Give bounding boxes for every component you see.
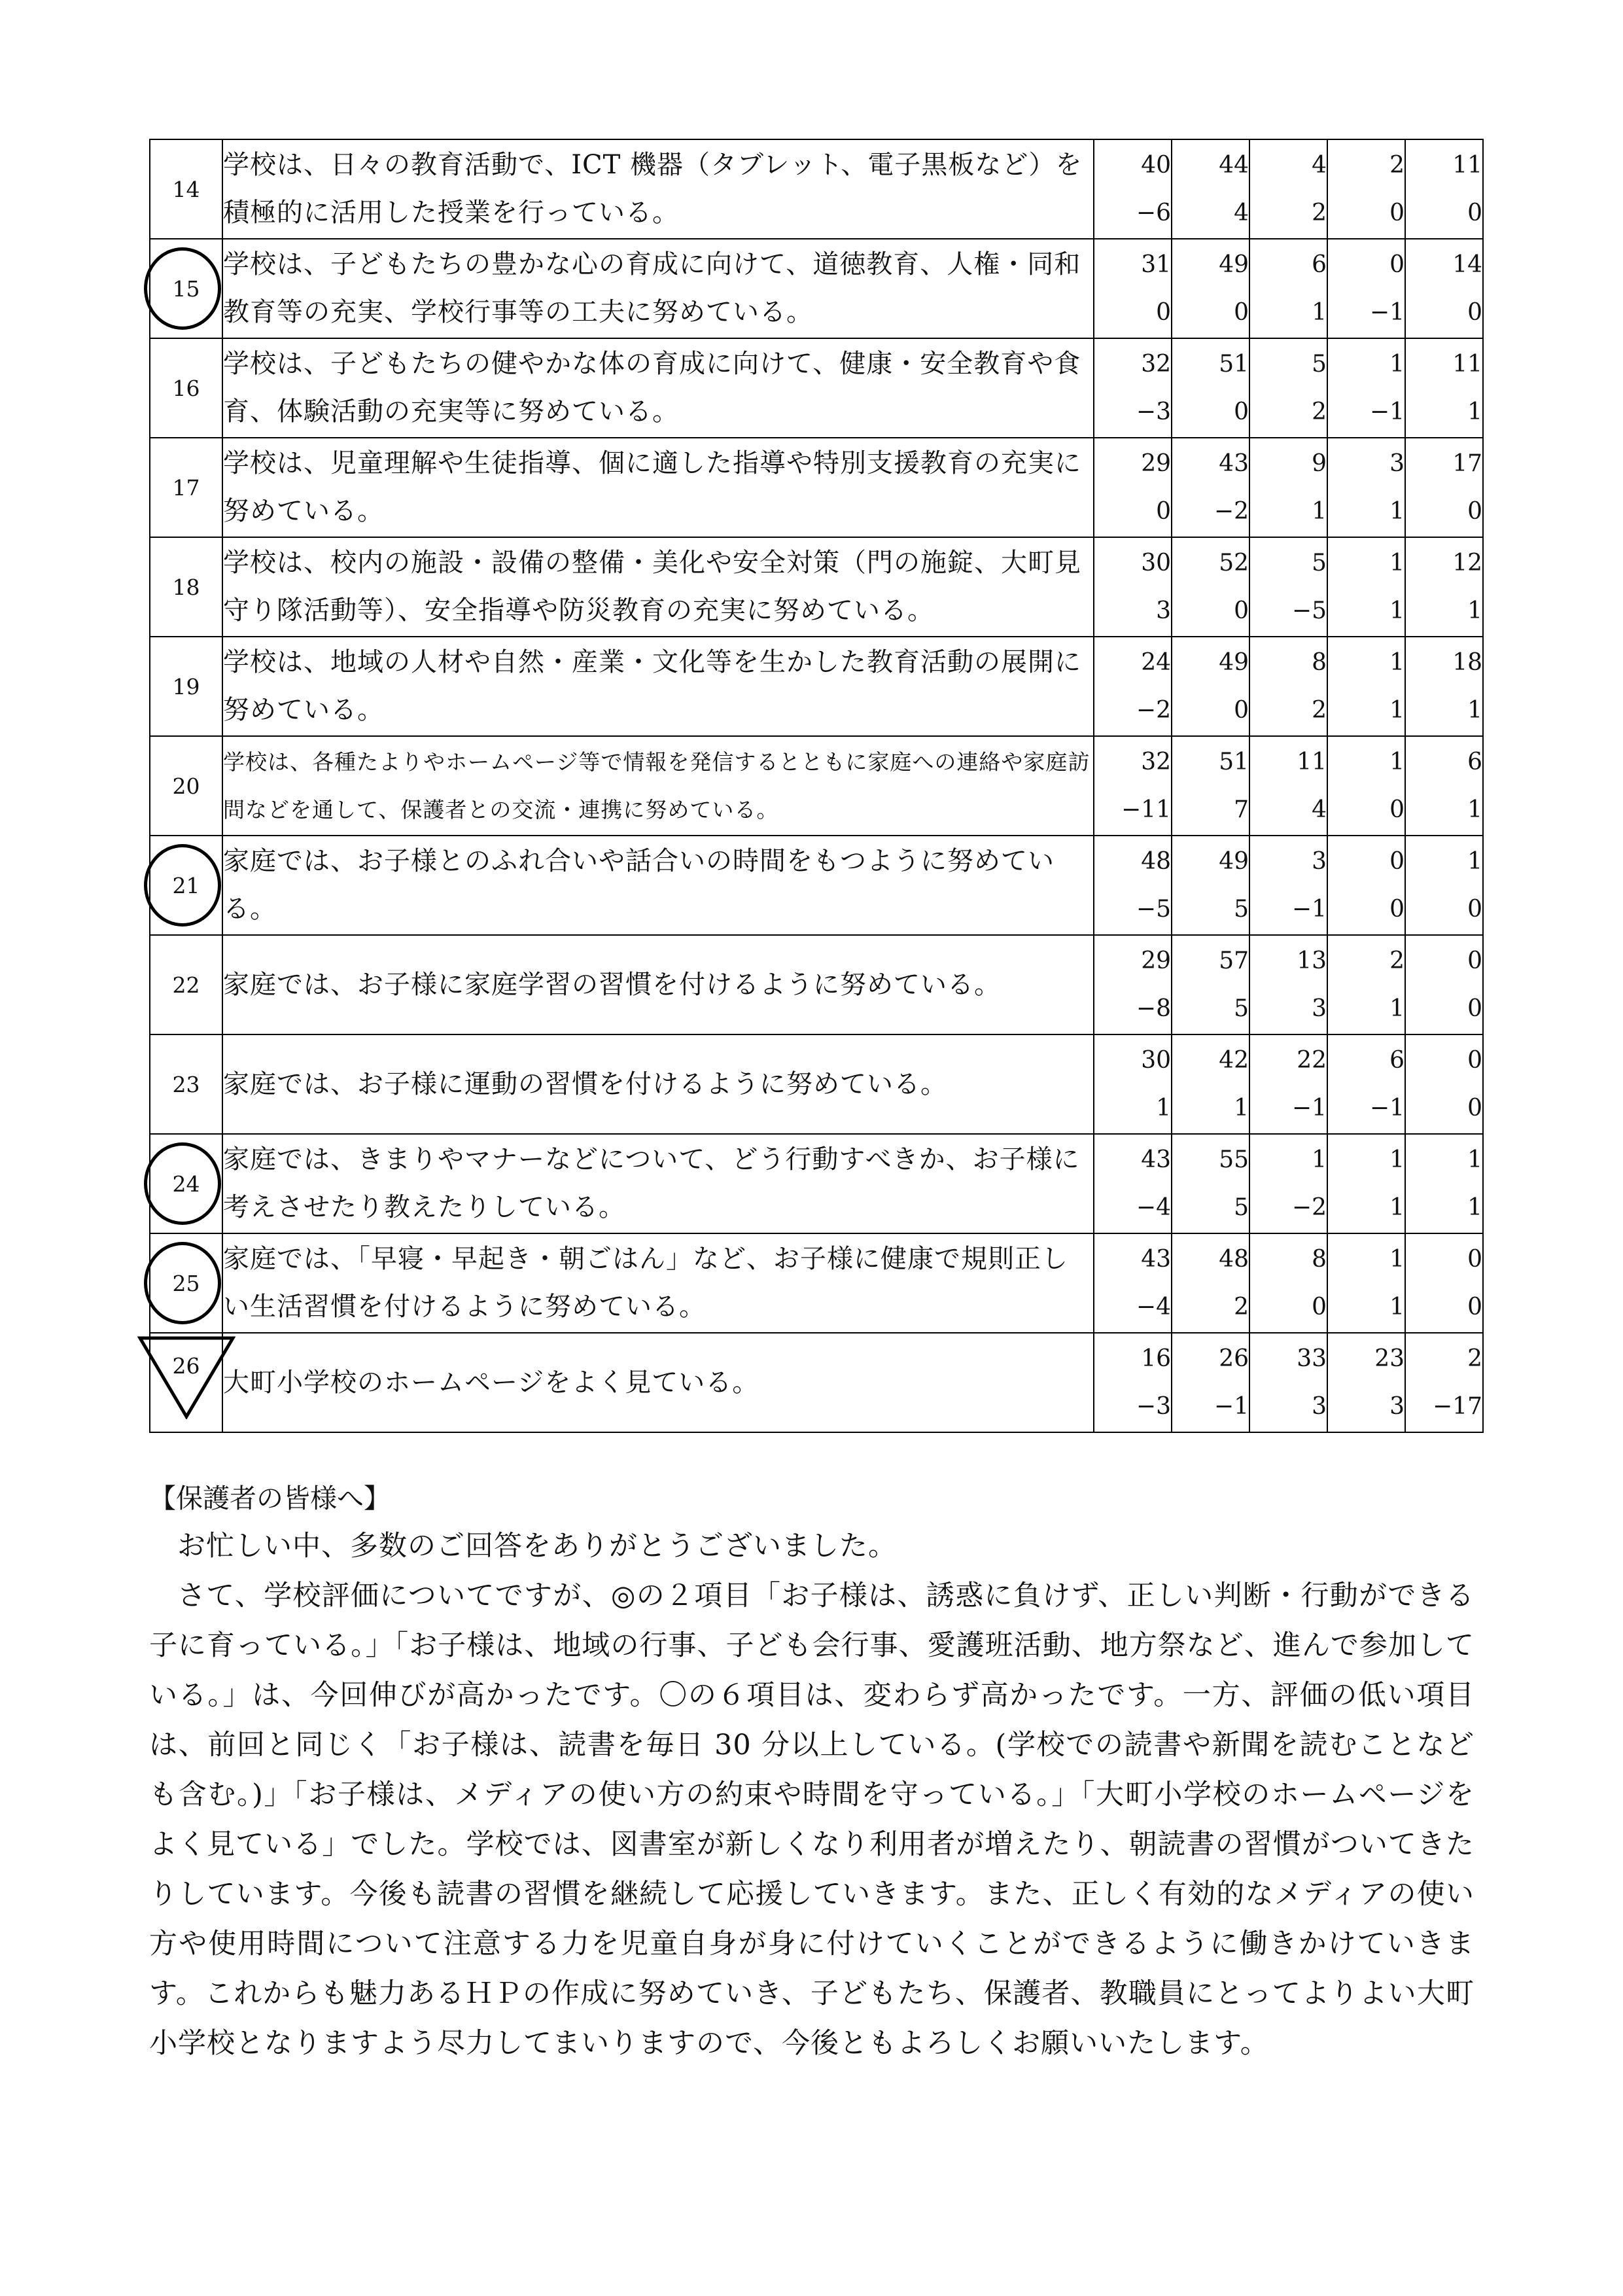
response-change: 3	[1312, 1393, 1327, 1420]
item-number-cell	[150, 338, 222, 438]
response-change: 0	[1234, 299, 1249, 326]
response-percent: 0	[1467, 1246, 1482, 1273]
response-percent: 17	[1452, 450, 1482, 477]
item-statement: 大町小学校のホームページをよく見ている。	[222, 1333, 1094, 1432]
response-cell	[1405, 637, 1483, 736]
item-statement: 学校は、日々の教育活動で、ICT 機器（タブレット、電子黒板など）を積極的に活用した授業を行っている。	[222, 139, 1094, 239]
item-number-cell	[150, 438, 222, 537]
response-change: 5	[1234, 896, 1249, 923]
response-cell	[1094, 438, 1172, 537]
response-percent: 1	[1389, 351, 1405, 378]
response-percent: 3	[1312, 848, 1327, 875]
response-change: 0	[1156, 299, 1171, 326]
response-cell	[1249, 935, 1327, 1034]
response-cell	[1094, 537, 1172, 637]
response-percent: 4	[1312, 152, 1327, 179]
response-percent: 51	[1219, 749, 1249, 775]
response-change: 2	[1312, 398, 1327, 425]
survey-table-body	[150, 139, 1483, 1432]
response-change: 0	[1467, 299, 1482, 326]
response-change: −3	[1136, 1393, 1171, 1420]
response-cell	[1094, 338, 1172, 438]
response-cell	[1172, 836, 1249, 935]
survey-results-table	[149, 139, 1484, 1433]
response-cell	[1327, 1333, 1405, 1432]
response-percent: 9	[1312, 450, 1327, 477]
response-cell	[1405, 935, 1483, 1034]
item-number-cell	[150, 1233, 222, 1333]
response-change: 5	[1234, 1194, 1249, 1221]
response-percent: 49	[1219, 251, 1249, 278]
response-percent: 2	[1389, 947, 1405, 974]
response-change: −5	[1291, 597, 1327, 624]
response-percent: 33	[1297, 1345, 1327, 1372]
response-cell	[1327, 139, 1405, 239]
response-percent: 57	[1219, 947, 1249, 974]
response-cell	[1249, 736, 1327, 836]
response-percent: 43	[1219, 450, 1249, 477]
response-cell	[1327, 736, 1405, 836]
item-statement: 学校は、校内の施設・設備の整備・美化や安全対策（門の施錠、大町見守り隊活動等）、安全指導や防災教育の充実に努めている。	[222, 537, 1094, 637]
response-percent: 18	[1452, 649, 1482, 676]
message-paragraph-2: さて、学校評価についてですが、◎の２項目「お子様は、誘惑に負けず、正しい判断・行動ができる子に育っている。」「お子様は、地域の行事、子ども会行事、愛護班活動、地方祭など、進んで参加している。」は、今回伸びが高かったです。〇の６項目は、変わらず高かったです。一方、評価の低い項目は、前回と同じく「お子様は、読書を毎日 30 分以上している。(学校での読書や新聞を読むことなども含む。)」「お子様は、メディアの使い方の約束や時間を守っている。」「大町小学校のホームページをよく見ている」でした。学校では、図書室が新しくなり利用者が増えたり、朝読書の習慣がついてきたりしています。今後も読書の習慣を継続して応援していきます。また、正しく有効的なメディアの使い方や使用時間について注意する力を児童自身が身に付けていくことができるように働きかけていきます。これからも魅力あるＨＰの作成に努めていき、子どもたち、保護者、教職員にとってよりよい大町小学校となりますよう尽力してまいりますので、今後ともよろしくお願いいたします。	[149, 1580, 1475, 2060]
response-percent: 32	[1141, 351, 1171, 378]
item-number-cell	[150, 935, 222, 1034]
response-percent: 14	[1452, 251, 1482, 278]
response-cell	[1094, 836, 1172, 935]
response-cell	[1172, 1233, 1249, 1333]
response-change: 1	[1467, 697, 1482, 724]
item-number: 25	[172, 1270, 200, 1296]
response-change: 3	[1156, 597, 1171, 624]
item-statement: 学校は、子どもたちの健やかな体の育成に向けて、健康・安全教育や食育、体験活動の充実等に努めている。	[222, 338, 1094, 438]
response-cell	[1094, 637, 1172, 736]
response-change: 0	[1312, 1294, 1327, 1320]
response-change: 1	[1467, 796, 1482, 823]
table-row	[150, 1333, 1483, 1432]
item-statement: 家庭では、お子様とのふれ合いや話合いの時間をもつように努めている。	[222, 836, 1094, 935]
response-change: 5	[1234, 995, 1249, 1022]
response-percent: 2	[1467, 1345, 1482, 1372]
response-change: 2	[1312, 200, 1327, 226]
response-percent: 6	[1312, 251, 1327, 278]
response-change: 1	[1234, 1095, 1249, 1122]
response-cell	[1172, 239, 1249, 338]
response-cell	[1249, 537, 1327, 637]
response-change: 4	[1312, 796, 1327, 823]
response-change: −1	[1291, 896, 1327, 923]
response-cell	[1249, 1034, 1327, 1134]
item-statement: 家庭では、「早寝・早起き・朝ごはん」など、お子様に健康で規則正しい生活習慣を付けるように努めている。	[222, 1233, 1094, 1333]
response-percent: 42	[1219, 1047, 1249, 1074]
response-percent: 48	[1219, 1246, 1249, 1273]
item-number: 17	[172, 474, 200, 501]
response-cell	[1327, 637, 1405, 736]
response-cell	[1172, 736, 1249, 836]
response-percent: 5	[1312, 351, 1327, 378]
response-percent: 30	[1141, 550, 1171, 576]
response-percent: 1	[1389, 550, 1405, 576]
response-cell	[1327, 338, 1405, 438]
response-change: 2	[1234, 1294, 1249, 1320]
response-cell	[1249, 637, 1327, 736]
response-percent: 3	[1389, 450, 1405, 477]
response-change: −2	[1291, 1194, 1327, 1221]
response-percent: 11	[1452, 351, 1482, 378]
table-row	[150, 935, 1483, 1034]
response-change: −2	[1213, 498, 1249, 525]
response-cell	[1094, 1034, 1172, 1134]
item-number: 26	[172, 1353, 200, 1379]
response-change: −4	[1136, 1294, 1171, 1320]
response-cell	[1327, 438, 1405, 537]
item-number-cell	[150, 1134, 222, 1233]
item-number-cell	[150, 1333, 222, 1432]
response-change: 0	[1234, 697, 1249, 724]
response-cell	[1405, 736, 1483, 836]
response-cell	[1405, 1333, 1483, 1432]
item-number-cell	[150, 1034, 222, 1134]
response-percent: 29	[1141, 450, 1171, 477]
response-cell	[1249, 239, 1327, 338]
response-percent: 55	[1219, 1146, 1249, 1173]
response-cell	[1094, 935, 1172, 1034]
response-cell	[1249, 338, 1327, 438]
response-cell	[1405, 239, 1483, 338]
item-number: 18	[172, 574, 200, 600]
item-number-cell	[150, 139, 222, 239]
response-change: −1	[1213, 1393, 1249, 1420]
item-number: 16	[172, 375, 200, 401]
response-cell	[1405, 836, 1483, 935]
response-cell	[1172, 438, 1249, 537]
response-change: 7	[1234, 796, 1249, 823]
response-change: 0	[1156, 498, 1171, 525]
response-cell	[1094, 1233, 1172, 1333]
response-cell	[1172, 537, 1249, 637]
response-cell	[1405, 338, 1483, 438]
response-percent: 26	[1219, 1345, 1249, 1372]
item-number: 23	[172, 1071, 200, 1097]
response-percent: 1	[1389, 1146, 1405, 1173]
response-percent: 40	[1141, 152, 1171, 179]
response-percent: 1	[1467, 848, 1482, 875]
response-percent: 2	[1389, 152, 1405, 179]
item-statement: 学校は、地域の人材や自然・産業・文化等を生かした教育活動の展開に努めている。	[222, 637, 1094, 736]
response-change: 0	[1389, 896, 1405, 923]
table-row	[150, 1233, 1483, 1333]
response-change: 0	[1467, 498, 1482, 525]
response-change: 1	[1467, 398, 1482, 425]
response-cell	[1172, 1134, 1249, 1233]
response-change: 4	[1234, 200, 1249, 226]
response-cell	[1172, 637, 1249, 736]
response-cell	[1405, 1134, 1483, 1233]
response-percent: 31	[1141, 251, 1171, 278]
response-change: 0	[1467, 200, 1482, 226]
response-cell	[1327, 537, 1405, 637]
response-cell	[1172, 1333, 1249, 1432]
response-change: 1	[1389, 995, 1405, 1022]
response-percent: 49	[1219, 848, 1249, 875]
response-cell	[1327, 836, 1405, 935]
item-number: 21	[172, 872, 200, 898]
response-cell	[1249, 438, 1327, 537]
item-number-cell	[150, 836, 222, 935]
response-percent: 29	[1141, 947, 1171, 974]
item-number-cell	[150, 736, 222, 836]
response-percent: 24	[1141, 649, 1171, 676]
response-change: 0	[1467, 995, 1482, 1022]
response-change: 1	[1389, 597, 1405, 624]
response-cell	[1172, 338, 1249, 438]
response-change: 0	[1467, 1095, 1482, 1122]
item-number: 19	[172, 673, 200, 699]
table-row	[150, 736, 1483, 836]
response-cell	[1405, 537, 1483, 637]
response-cell	[1405, 1034, 1483, 1134]
response-cell	[1327, 239, 1405, 338]
response-percent: 48	[1141, 848, 1171, 875]
response-percent: 32	[1141, 749, 1171, 775]
table-row	[150, 537, 1483, 637]
response-percent: 5	[1312, 550, 1327, 576]
table-row	[150, 438, 1483, 537]
response-change: 1	[1156, 1095, 1171, 1122]
response-cell	[1327, 935, 1405, 1034]
response-percent: 52	[1219, 550, 1249, 576]
item-number-cell	[150, 239, 222, 338]
response-percent: 49	[1219, 649, 1249, 676]
response-percent: 13	[1297, 947, 1327, 974]
response-percent: 51	[1219, 351, 1249, 378]
response-cell	[1172, 1034, 1249, 1134]
response-cell	[1249, 1233, 1327, 1333]
response-change: −2	[1136, 697, 1171, 724]
response-cell	[1172, 935, 1249, 1034]
table-row	[150, 1034, 1483, 1134]
response-change: −6	[1136, 200, 1171, 226]
response-cell	[1172, 139, 1249, 239]
response-percent: 0	[1467, 1047, 1482, 1074]
response-change: 1	[1312, 498, 1327, 525]
item-number-cell	[150, 637, 222, 736]
message-heading: 【保護者の皆様へ】	[149, 1483, 391, 1514]
table-row	[150, 637, 1483, 736]
response-cell	[1249, 1333, 1327, 1432]
response-percent: 0	[1467, 947, 1482, 974]
response-cell	[1249, 836, 1327, 935]
response-change: 0	[1389, 200, 1405, 226]
response-change: 1	[1467, 1194, 1482, 1221]
response-cell	[1405, 438, 1483, 537]
response-change: −17	[1433, 1393, 1482, 1420]
response-change: 3	[1312, 995, 1327, 1022]
response-change: −1	[1369, 1095, 1405, 1122]
response-cell	[1327, 1134, 1405, 1233]
response-change: 0	[1234, 398, 1249, 425]
response-percent: 30	[1141, 1047, 1171, 1074]
response-percent: 43	[1141, 1246, 1171, 1273]
table-row	[150, 836, 1483, 935]
table-row	[150, 1134, 1483, 1233]
response-percent: 23	[1374, 1345, 1405, 1372]
response-change: −1	[1291, 1095, 1327, 1122]
response-percent: 11	[1452, 152, 1482, 179]
response-change: 2	[1312, 697, 1327, 724]
response-percent: 1	[1389, 749, 1405, 775]
response-change: 1	[1389, 1194, 1405, 1221]
item-number: 24	[172, 1171, 200, 1197]
response-percent: 11	[1297, 749, 1327, 775]
item-number-cell	[150, 537, 222, 637]
item-statement: 家庭では、お子様に家庭学習の習慣を付けるように努めている。	[222, 935, 1094, 1034]
response-percent: 1	[1389, 649, 1405, 676]
response-change: −3	[1136, 398, 1171, 425]
item-statement: 学校は、児童理解や生徒指導、個に適した指導や特別支援教育の充実に努めている。	[222, 438, 1094, 537]
response-percent: 6	[1389, 1047, 1405, 1074]
item-statement: 家庭では、お子様に運動の習慣を付けるように努めている。	[222, 1034, 1094, 1134]
response-percent: 12	[1452, 550, 1482, 576]
response-change: −11	[1121, 796, 1171, 823]
parent-message	[149, 1475, 1475, 2068]
response-percent: 43	[1141, 1146, 1171, 1173]
response-cell	[1405, 139, 1483, 239]
response-percent: 22	[1297, 1047, 1327, 1074]
response-change: 1	[1312, 299, 1327, 326]
item-number: 20	[172, 773, 200, 799]
response-cell	[1405, 1233, 1483, 1333]
response-cell	[1327, 1233, 1405, 1333]
response-cell	[1094, 1333, 1172, 1432]
response-change: 1	[1389, 498, 1405, 525]
response-change: −1	[1369, 299, 1405, 326]
response-percent: 0	[1389, 848, 1405, 875]
response-percent: 8	[1312, 649, 1327, 676]
response-percent: 6	[1467, 749, 1482, 775]
message-paragraph-1: お忙しい中、多数のご回答をありがとうございました。	[177, 1530, 897, 1563]
item-number: 14	[172, 176, 200, 202]
response-change: 0	[1389, 796, 1405, 823]
response-percent: 1	[1389, 1246, 1405, 1273]
response-cell	[1094, 736, 1172, 836]
item-statement: 学校は、各種たよりやホームページ等で情報を発信するとともに家庭への連絡や家庭訪問などを通して、保護者との交流・連携に努めている。	[222, 736, 1094, 836]
response-percent: 8	[1312, 1246, 1327, 1273]
response-change: 0	[1234, 597, 1249, 624]
response-change: 0	[1467, 1294, 1482, 1320]
response-change: 1	[1389, 697, 1405, 724]
response-percent: 1	[1312, 1146, 1327, 1173]
response-change: 1	[1389, 1294, 1405, 1320]
table-row	[150, 239, 1483, 338]
response-percent: 44	[1219, 152, 1249, 179]
response-change: −8	[1136, 995, 1171, 1022]
response-percent: 0	[1389, 251, 1405, 278]
table-row	[150, 139, 1483, 239]
response-change: 0	[1467, 896, 1482, 923]
response-change: −5	[1136, 896, 1171, 923]
response-cell	[1094, 239, 1172, 338]
item-number: 15	[172, 275, 200, 302]
response-cell	[1094, 139, 1172, 239]
response-change: −4	[1136, 1194, 1171, 1221]
response-change: 3	[1389, 1393, 1405, 1420]
response-cell	[1327, 1034, 1405, 1134]
response-change: 1	[1467, 597, 1482, 624]
response-percent: 1	[1467, 1146, 1482, 1173]
response-cell	[1249, 1134, 1327, 1233]
item-number: 22	[172, 972, 200, 998]
response-cell	[1249, 139, 1327, 239]
item-statement: 家庭では、きまりやマナーなどについて、どう行動すべきか、お子様に考えさせたり教えたりしている。	[222, 1134, 1094, 1233]
response-cell	[1094, 1134, 1172, 1233]
response-percent: 16	[1141, 1345, 1171, 1372]
response-change: −1	[1369, 398, 1405, 425]
table-row	[150, 338, 1483, 438]
item-statement: 学校は、子どもたちの豊かな心の育成に向けて、道徳教育、人権・同和教育等の充実、学校行事等の工夫に努めている。	[222, 239, 1094, 338]
